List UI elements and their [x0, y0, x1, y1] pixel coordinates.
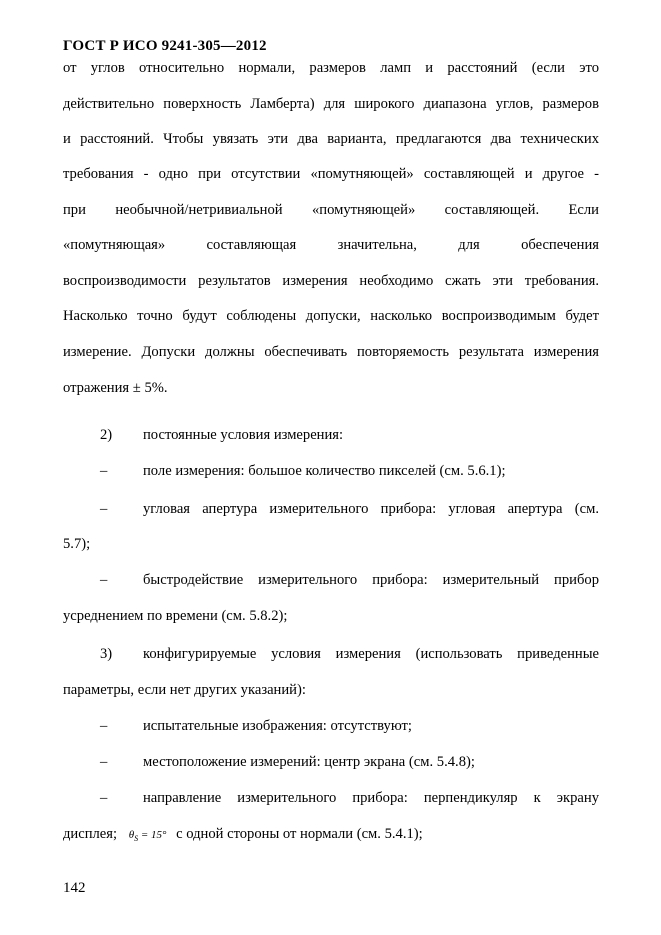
list-item-text: постоянные условия измерения:	[143, 427, 344, 443]
theta-subscript: S	[134, 834, 139, 844]
bullet-dash: –	[100, 790, 108, 806]
list-item-text-continuation: параметры, если нет других указаний):	[63, 682, 306, 698]
theta-formula	[128, 829, 167, 844]
list-item-text: конфигурируемые условия измерения (использовать приведенные	[143, 646, 599, 662]
bullet-text: местоположение измерений: центр экрана (см. 5.4.8);	[143, 754, 475, 770]
paragraph-line: и расстояний. Чтобы увязать эти два варианта, предлагаются два технических	[63, 131, 599, 147]
bullet-text: испытательные изображения: отсутствуют;	[143, 718, 412, 734]
formula-line-before: дисплея;	[63, 826, 118, 842]
theta-value: = 15°	[140, 829, 167, 841]
bullet-text: быстродействие измерительного прибора: измерительный прибор	[143, 572, 599, 588]
bullet-text: направление измерительного прибора: перпендикуляр к экрану	[143, 790, 599, 806]
bullet-text-continuation: усреднением по времени (см. 5.8.2);	[63, 608, 288, 624]
bullet-text: угловая апертура измерительного прибора: угловая апертура (см.	[143, 501, 599, 517]
paragraph-line: действительно поверхность Ламберта) для широкого диапазона углов, размеров	[63, 96, 599, 112]
page-number: 142	[63, 880, 86, 896]
bullet-text: поле измерения: большое количество пикселей (см. 5.6.1);	[143, 463, 506, 479]
paragraph-line: воспроизводимости результатов измерения необходимо сжать эти требования.	[63, 273, 599, 289]
bullet-dash: –	[100, 718, 108, 734]
bullet-text-continuation: 5.7);	[63, 536, 91, 552]
bullet-dash: –	[100, 463, 108, 479]
document-header: ГОСТ Р ИСО 9241-305—2012	[63, 38, 267, 54]
bullet-dash: –	[100, 501, 108, 517]
theta-symbol: θ	[128, 829, 135, 841]
list-number: 3)	[100, 646, 113, 662]
bullet-dash: –	[100, 572, 108, 588]
paragraph-line: Насколько точно будут соблюдены допуски, насколько воспроизводимым будет	[63, 308, 599, 324]
formula-line-after: с одной стороны от нормали (см. 5.4.1);	[176, 826, 423, 842]
bullet-dash: –	[100, 754, 108, 770]
paragraph-line: измерение. Допуски должны обеспечивать повторяемость результата измерения	[63, 344, 599, 360]
paragraph-line: при необычной/нетривиальной «помутняющей» составляющей. Если	[63, 202, 599, 218]
formula-line	[63, 826, 423, 843]
paragraph-line: от углов относительно нормали, размеров ламп и расстояний (если это	[63, 60, 599, 76]
paragraph-line: «помутняющая» составляющая значительна, для обеспечения	[63, 237, 599, 253]
paragraph-line: отражения ± 5%.	[63, 380, 168, 396]
paragraph-line: требования - одно при отсутствии «помутняющей» составляющей и другое -	[63, 166, 599, 182]
list-number: 2)	[100, 427, 113, 443]
